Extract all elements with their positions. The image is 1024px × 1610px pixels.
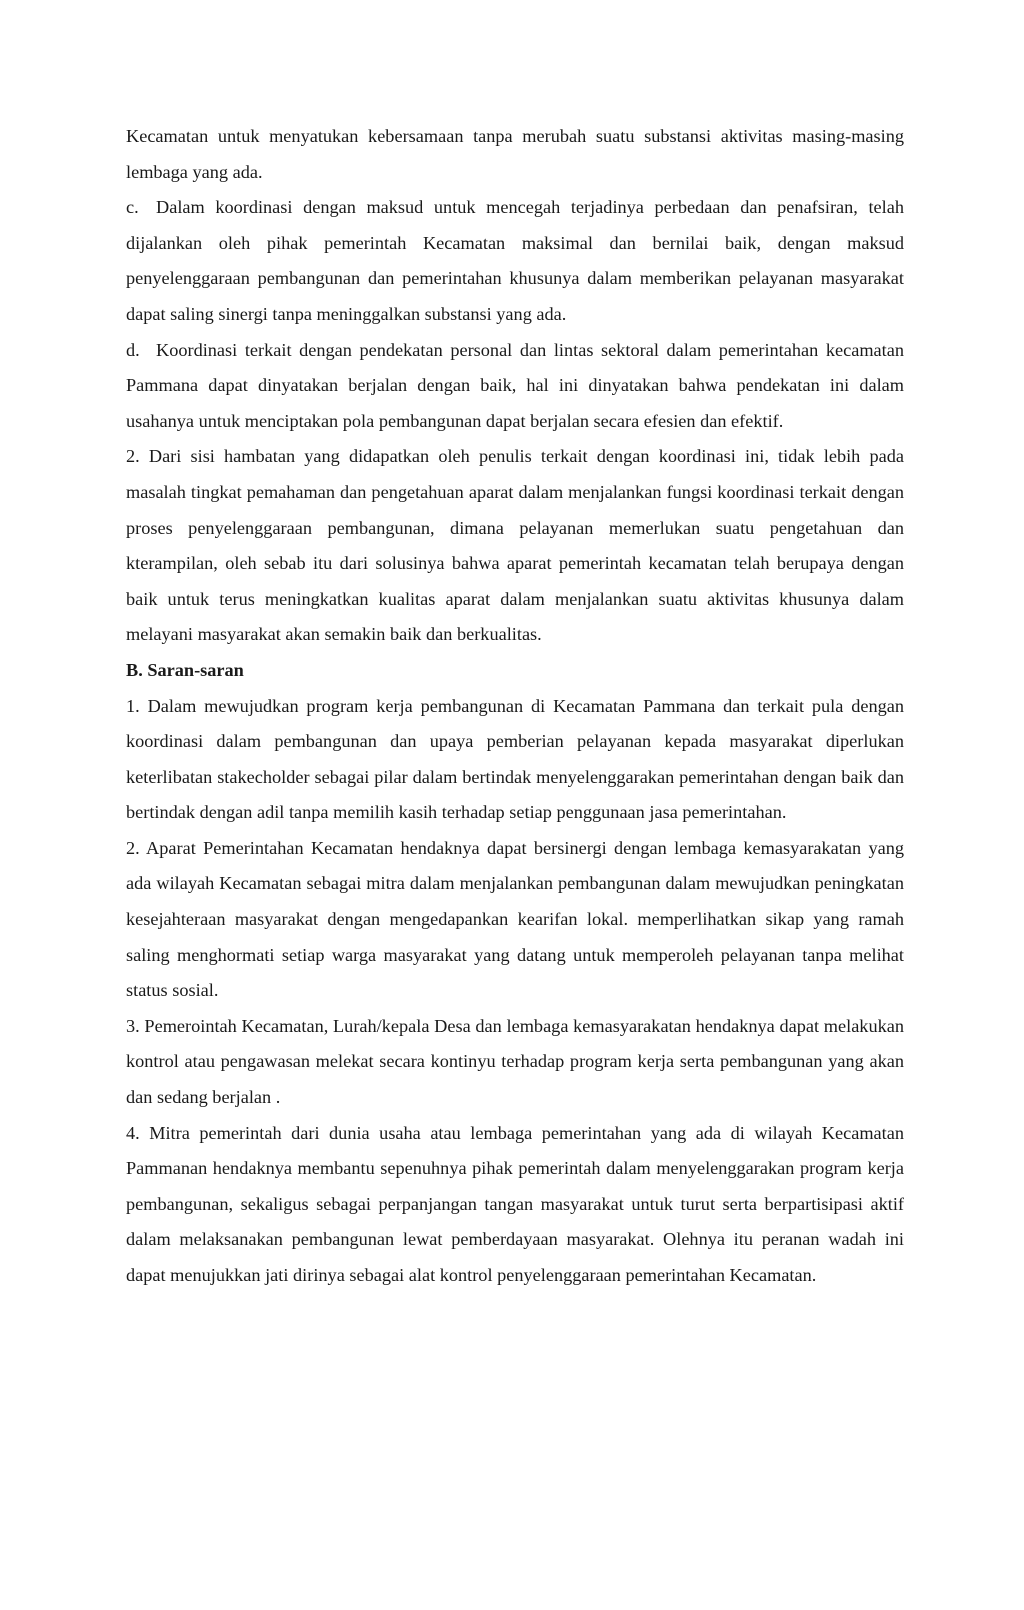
saran-item-1: 1. Dalam mewujudkan program kerja pembangunan di Kecamatan Pammana dan terkait pula dengan koordinasi dalam pembangunan dan upaya pemberian pelayanan kepada masyarakat diperlukan keterlibatan stakecholder sebagai pilar dalam bertindak menyelenggarakan pemerintahan dengan baik dan bertindak dengan adil tanpa memilih kasih terhadap setiap penggunaan jasa pemerintahan. (126, 695, 904, 823)
saran-item-4: 4. Mitra pemerintah dari dunia usaha atau lembaga pemerintahan yang ada di wilayah Kecamatan Pammanan hendaknya membantu sepenuhnya pihak pemerintah dalam menyelenggarakan program kerja pembangunan, sekaligus sebagai perpanjangan tangan masyarakat untuk turut serta berpartisipasi aktif dalam melaksanakan pembangunan lewat pemberdayaan masyarakat. Olehnya itu peranan wadah ini dapat menujukkan jati dirinya sebagai alat kontrol penyelenggaraan pemerintahan Kecamatan. (126, 1122, 904, 1285)
paragraph-continuation: Kecamatan untuk menyatukan kebersamaan tanpa merubah suatu substansi aktivitas masing-masing lembaga yang ada. (126, 126, 904, 182)
list-item-d-text: Koordinasi terkait dengan pendekatan personal dan lintas sektoral dalam pemerintahan kecamatan Pammana dapat dinyatakan berjalan dengan baik, hal ini dinyatakan bahwa pendekatan ini dalam usahanya untuk menciptakan pola pembangunan dapat berjalan secara efesien dan efektif. (126, 339, 904, 431)
saran-item-3: 3. Pemerointah Kecamatan, Lurah/kepala Desa dan lembaga kemasyarakatan hendaknya dapat melakukan kontrol atau pengawasan melekat secara kontinyu terhadap program kerja serta pembangunan yang akan dan sedang berjalan . (126, 1015, 904, 1108)
paragraph-hambatan: 2. Dari sisi hambatan yang didapatkan oleh penulis terkait dengan koordinasi ini, tidak lebih pada masalah tingkat pemahaman dan pengetahuan aparat dalam menjalankan fungsi koordinasi terkait dengan proses penyelenggaraan pembangunan, dimana pelayanan memerlukan suatu pengetahuan dan kterampilan, oleh sebab itu dari solusinya bahwa aparat pemerintah kecamatan telah berupaya dengan baik untuk terus meningkatkan kualitas aparat dalam menjalankan suatu aktivitas khusunya dalam melayani masyarakat akan semakin baik dan berkualitas. (126, 446, 904, 645)
list-item-c (126, 190, 904, 332)
document-page (126, 119, 904, 1294)
list-item-c-text: Dalam koordinasi dengan maksud untuk mencegah terjadinya perbedaan dan penafsiran, telah dijalankan oleh pihak pemerintah Kecamatan maksimal dan bernilai baik, dengan maksud penyelenggaraan pembangunan dan pemerintahan khusunya dalam memberikan pelayanan masyarakat dapat saling sinergi tanpa meninggalkan substansi yang ada. (126, 197, 904, 324)
list-item-d (126, 333, 904, 440)
saran-item-2: 2. Aparat Pemerintahan Kecamatan hendaknya dapat bersinergi dengan lembaga kemasyarakatan yang ada wilayah Kecamatan sebagai mitra dalam menjalankan pembangunan dalam mewujudkan peningkatan kesejahteraan masyarakat dengan mengedapankan kearifan lokal. memperlihatkan sikap yang ramah saling menghormati setiap warga masyarakat yang datang untuk memperoleh pelayanan tanpa melihat status sosial. (126, 837, 904, 1001)
list-marker-d: d. (126, 339, 140, 360)
section-heading: B. Saran-saran (126, 659, 244, 680)
list-marker-c: c. (126, 197, 139, 218)
